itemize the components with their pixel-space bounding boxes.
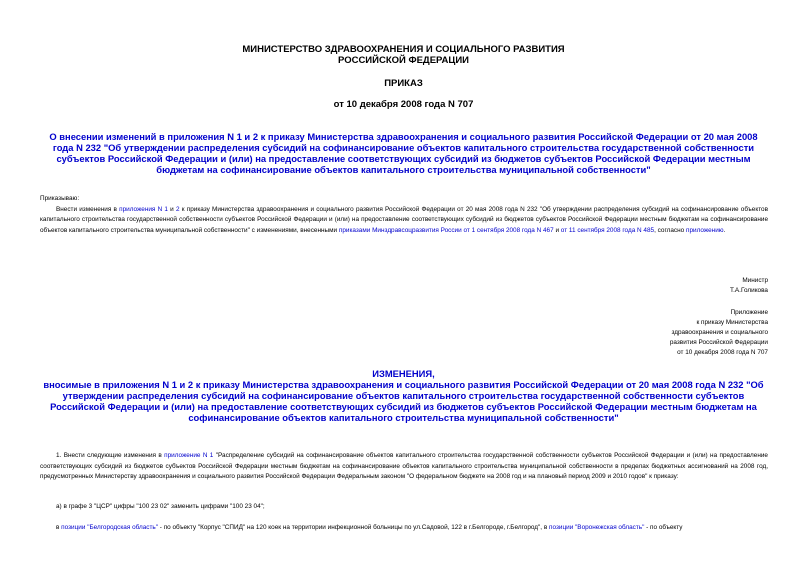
item-1-pre: 1. Внести следующие изменения в: [56, 452, 165, 459]
item-b-link-belgorod[interactable]: позиции "Белгородская область": [61, 524, 159, 531]
changes-sub-pre: вносимые в: [43, 379, 103, 390]
item-1-link-appendix-1[interactable]: приложение N 1: [164, 452, 214, 459]
appendix-ref-line-4: развития Российской Федерации: [669, 339, 768, 346]
order-link-appendix-1[interactable]: приложения N 1: [119, 205, 168, 213]
appendix-ref-line-1: Приложение: [730, 309, 768, 316]
appendix-ref-line-2: к приказу Министерства: [696, 319, 768, 326]
item-a-text: а) в графе 3 "ЦСР" цифры "100 23 02" заменить цифрами "100 23 04";: [56, 503, 265, 510]
order-text-and: и: [167, 205, 176, 213]
order-text-end: .: [723, 226, 726, 234]
ministry-header: [0, 44, 807, 66]
ministry-line-1: МИНИСТЕРСТВО ЗДРАВООХРАНЕНИЯ И СОЦИАЛЬНОГО РАЗВИТИЯ: [242, 44, 565, 55]
order-text-according: , согласно: [654, 226, 686, 234]
order-link-appendix[interactable]: приложению: [685, 226, 724, 234]
item-b: [40, 523, 768, 534]
doc-date: от 10 декабря 2008 года N 707: [333, 99, 474, 110]
changes-sub-post: к приказу Министерства здравоохранения и социального развития Российской Федерации от 20 мая 2008 года N 232 "Об утверждении распределения субсидий на софинансирование объектов капитального строительства государственной собственности субъектов Российской Федерации и (или) на предоставление соответствующих субсидий из бюджетов субъектов Российской Федерации местным бюджетам на софинансирование объектов капитального строительства муниципальной собственности": [50, 379, 764, 423]
title-link-appendix-2[interactable]: 2: [252, 131, 259, 142]
title-link-appendix-1[interactable]: приложения N 1: [167, 131, 242, 142]
title-mid: и: [241, 131, 253, 142]
signature-block: [500, 276, 768, 296]
order-prikazyvayu: Приказываю:: [40, 195, 80, 202]
appendix-ref-line-5: от 10 декабря 2008 года N 707: [677, 349, 768, 356]
changes-link-appendix-1[interactable]: приложения N 1: [102, 379, 177, 390]
signature-position: Министр: [742, 277, 768, 284]
item-b-link-voronezh[interactable]: позиции "Воронежская область": [549, 524, 645, 531]
item-a: [40, 502, 768, 513]
order-link-order-485[interactable]: от 11 сентября 2008 года N 485: [560, 226, 655, 234]
item-b-mid: - по объекту "Корпус "СПИД" на 120 коек на территории инфекционной больницы по ул.Садовой, 122 в г.Белгороде, г.Белгород", в: [158, 524, 550, 531]
changes-link-appendix-2[interactable]: 2: [187, 379, 194, 390]
order-text-main: к приказу Министерства здравоохранения и социального развития Российской Федерации от 20 мая 2008 года N 232 "Об утверждении распределения субсидий на софинансирование объектов капитального строительства государственной собственности субъектов Российской Федерации и (или) на предоставление соответствующих субсидий из бюджетов субъектов Российской Федерации местным бюджетам на софинансирование объектов капитального строительства муниципальной собственности" с изменениями, внесенными: [40, 205, 769, 234]
item-1: [40, 451, 768, 483]
signature-name: Т.А.Голикова: [729, 287, 768, 294]
order-text-pre: Внести изменения в: [56, 205, 120, 213]
appendix-reference: [500, 308, 768, 358]
order-link-orders-467[interactable]: приказами Минздравсоцразвития России от 1 сентября 2008 года N 467: [338, 226, 554, 234]
item-1-post: "Распределение субсидий на софинансирование объектов капитального строительства государственной собственности субъектов Российской Федерации и (или) на предоставление соответствующих субсидий из бюджетов субъектов Российской Федерации местным бюджетам на софинансирование объектов капитального строительства муниципальной собственности в пределах бюджетных ассигнований на 2008 год, предусмотренных Министерству здравоохранения и социального развития Российской Федерации Федеральным законом "О федеральном бюджете на 2008 год и на плановый период 2009 и 2010 годов" к приказу:: [40, 452, 768, 480]
doc-type: ПРИКАЗ: [384, 78, 423, 89]
ministry-line-2: РОССИЙСКОЙ ФЕДЕРАЦИИ: [337, 55, 469, 66]
changes-subtitle: [40, 379, 767, 423]
item-b-post: - по объекту: [644, 524, 683, 531]
order-paragraph: [40, 205, 768, 237]
order-body: [40, 194, 768, 236]
order-text-and-2: и: [553, 226, 561, 234]
title-pre: О внесении изменений в: [49, 131, 168, 142]
order-link-appendix-2[interactable]: 2: [175, 205, 180, 213]
title-post: к приказу Министерства здравоохранения и социального развития Российской Федерации от 20 мая 2008 года N 232 "Об утверждении распределения субсидий на софинансирование объектов капитального строительства государственной собственности субъектов Российской Федерации и (или) на предоставление соответствующих субсидий из бюджетов субъектов Российской Федерации местным бюджетам на софинансирование объектов капитального строительства муниципальной собственности": [52, 131, 758, 175]
document-title: [40, 131, 767, 175]
appendix-ref-line-3: здравоохранения и социального: [671, 329, 768, 336]
changes-heading: ИЗМЕНЕНИЯ,: [372, 368, 435, 379]
changes-sub-mid: и: [176, 379, 188, 390]
item-b-pre: в: [56, 524, 62, 531]
